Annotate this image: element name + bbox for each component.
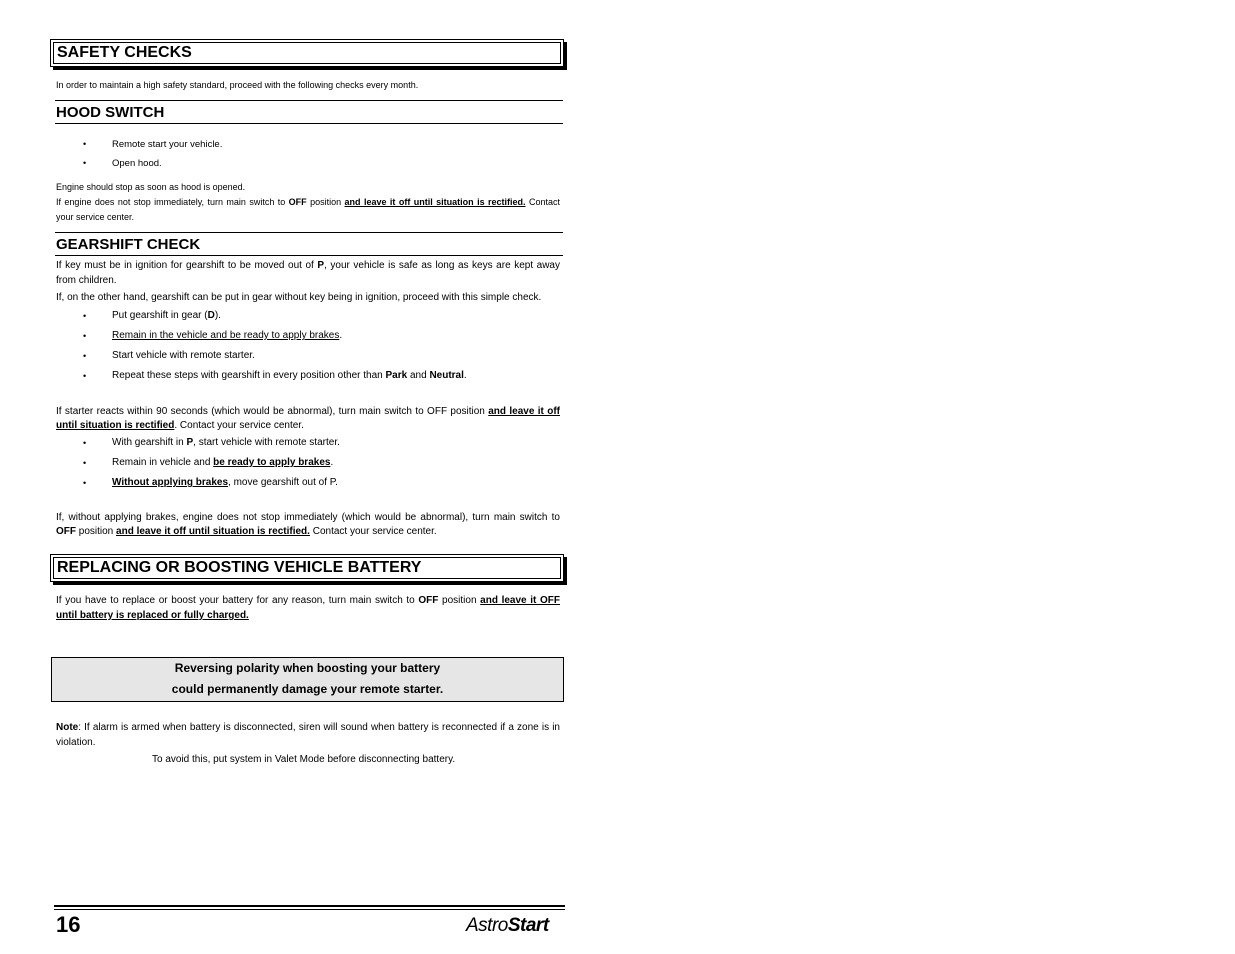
page-number: 16 — [56, 912, 81, 937]
manual-page — [50, 38, 570, 767]
text: Contact your service center. — [56, 197, 560, 222]
text-bold-underline: Without applying brakes — [112, 477, 229, 488]
text-bold: P — [317, 260, 325, 271]
text: If key must be in ignition for gearshift to be moved out of — [56, 260, 318, 271]
text: position — [76, 526, 117, 537]
text-bold: Note — [56, 722, 79, 733]
battery-title: REPLACING OR BOOSTING VEHICLE BATTERY — [57, 559, 422, 576]
text: Contact your service center. — [309, 526, 437, 537]
logo-text-start: Start — [507, 915, 549, 936]
battery-note — [56, 720, 560, 750]
footer-rule — [54, 905, 565, 910]
text: If you have to replace or boost your battery for any reason, turn main switch to — [56, 595, 419, 606]
text: position — [306, 197, 345, 207]
text: Put gearshift in gear ( — [112, 310, 208, 321]
hood-switch-heading — [55, 100, 563, 124]
text-bold: Neutral — [429, 370, 464, 381]
text: Remain in vehicle and — [112, 457, 214, 468]
gear-paragraph-4 — [56, 511, 560, 539]
text: position — [438, 595, 481, 606]
warning-line-1: Reversing polarity when boosting your battery — [174, 661, 441, 675]
gear-steps-list-2 — [50, 433, 570, 493]
safety-checks-title: SAFETY CHECKS — [57, 44, 192, 61]
text: Repeat these steps with gearshift in every position other than — [112, 370, 386, 381]
text: . — [339, 330, 343, 341]
safety-checks-heading — [50, 39, 564, 67]
text: . Contact your service center. — [174, 420, 304, 431]
gear-paragraph-2: If, on the other hand, gearshift can be put in gear without key being in ignition, proceed with this simple check. — [56, 292, 542, 303]
text-bold-underline: and leave it OFF until battery is replaced or fully charged. — [56, 595, 560, 621]
text: If engine does not stop immediately, turn main switch to — [56, 197, 289, 207]
battery-heading — [50, 554, 564, 582]
text: : If alarm is armed when battery is disconnected, siren will sound when battery is reconnected if a zone is in violation. — [56, 722, 560, 748]
text: , start vehicle with remote starter. — [193, 437, 340, 448]
text-bold-underline: and leave it off until situation is rectified. — [344, 197, 526, 207]
hood-paragraph-2 — [56, 195, 560, 225]
text: ). — [214, 310, 221, 321]
gearshift-check-heading — [55, 232, 563, 256]
battery-paragraph-1 — [56, 593, 560, 623]
text: . — [330, 457, 334, 468]
battery-note-2: To avoid this, put system in Valet Mode before disconnecting battery. — [152, 754, 456, 765]
text: , your vehicle is safe as long as keys are kept away from children. — [56, 260, 560, 286]
text: . — [463, 370, 467, 381]
list-item: • Open hood. — [50, 154, 570, 173]
list-item — [50, 306, 570, 326]
safety-intro: In order to maintain a high safety standard, proceed with the following checks every month. — [56, 80, 419, 90]
list-item — [50, 453, 570, 473]
text: If, without applying brakes, engine does not stop immediately (which would be abnormal), turn main switch to — [56, 512, 560, 523]
gear-steps-list — [50, 306, 570, 386]
text-underline: Remain in the vehicle and be ready to apply brakes — [112, 330, 340, 341]
hood-paragraph-1: Engine should stop as soon as hood is opened. — [56, 182, 246, 192]
text-bold: P — [186, 437, 194, 448]
list-item: • Start vehicle with remote starter. — [50, 346, 570, 366]
text: If starter reacts within 90 seconds (which would be abnormal), turn main switch to OFF position — [56, 406, 489, 417]
text: , move gearshift out of P. — [228, 477, 338, 488]
list-item: • Remote start your vehicle. — [50, 135, 570, 154]
logo-text-astro: Astro — [466, 915, 508, 936]
text-bold: OFF — [418, 595, 439, 606]
gearshift-check-title: GEARSHIFT CHECK — [56, 236, 201, 253]
text-bold: Park — [385, 370, 408, 381]
astrostart-logo — [466, 915, 549, 937]
hood-switch-title: HOOD SWITCH — [56, 104, 165, 121]
text-bold-underline: and leave it off until situation is rectified. — [116, 526, 310, 537]
list-item — [50, 433, 570, 453]
text-bold: OFF — [288, 197, 307, 207]
gear-paragraph-3 — [56, 405, 560, 433]
list-item — [50, 326, 570, 346]
text: With gearshift in — [112, 437, 187, 448]
gear-paragraph-1 — [56, 258, 560, 288]
text-bold: D — [207, 310, 215, 321]
text-bold-underline: be ready to apply brakes — [213, 457, 331, 468]
warning-line-2: could permanently damage your remote starter. — [171, 682, 444, 696]
text-bold: OFF — [56, 526, 76, 537]
text-bold-underline: and leave it off until situation is rectified — [56, 406, 560, 431]
list-item — [50, 473, 570, 493]
polarity-warning-box — [51, 657, 564, 702]
text: and — [407, 370, 430, 381]
list-item — [50, 366, 570, 386]
hood-steps-list — [50, 135, 570, 173]
